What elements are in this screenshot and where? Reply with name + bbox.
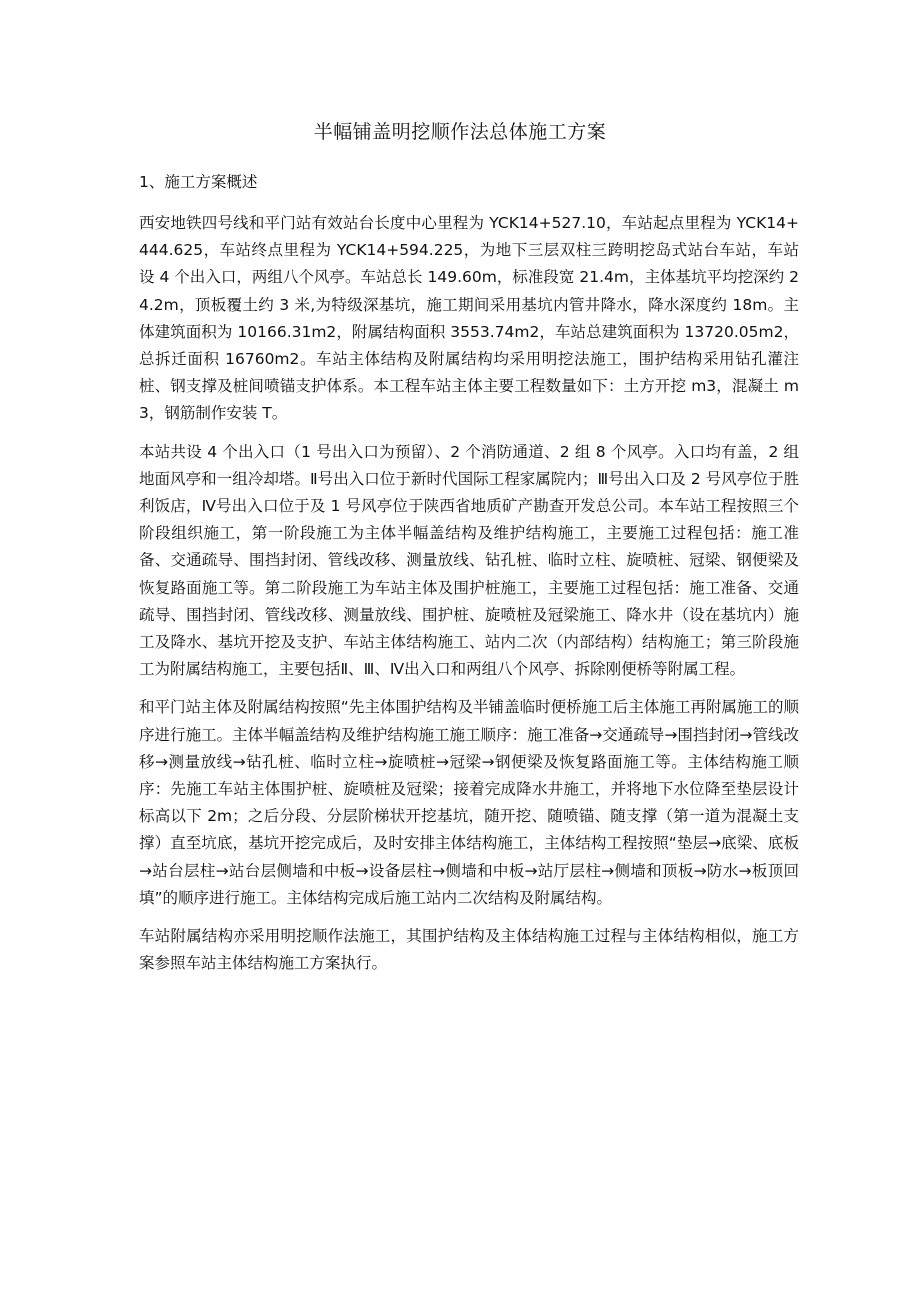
section-heading: 1、施工方案概述 [139,173,258,191]
body-text [139,210,799,988]
paragraph-2: 本站共设 4 个出入口（1 号出入口为预留）、2 个消防通道、2 组 8 个风亭。入口均有盖，2 组地面风亭和一组冷却塔。Ⅱ号出入口位于新时代国际工程家属院内；Ⅲ号出入口及 2 号风亭位于胜利饭店，Ⅳ号出入口位于及 1 号风亭位于陕西省地质矿产勘查开发总公司。本车站工程按照三个阶段组织施工，第一阶段施工为主体半幅盖结构及维护结构施工，主要施工过程包括：施工准备、交通疏导、围挡封闭、管线改移、测量放线、钻孔桩、临时立柱、旋喷桩、冠梁、钢便梁及恢复路面施工等。第二阶段施工为车站主体及围护桩施工，主要施工过程包括：施工准备、交通疏导、围挡封闭、管线改移、测量放线、围护桩、旋喷桩及冠梁施工、降水井（设在基坑内）施工及降水、基坑开挖及支护、车站主体结构施工、站内二次（内部结构）结构施工；第三阶段施工为附属结构施工，主要包括Ⅱ、Ⅲ、Ⅳ出入口和两组八个风亭、拆除刚便桥等附属工程。 [139,442,799,679]
paragraph-1: 西安地铁四号线和平门站有效站台长度中心里程为 YCK14+527.10，车站起点里程为 YCK14+444.625，车站终点里程为 YCK14+594.225，为地下三层双柱三跨明挖岛式站台车站，车站设 4 个出入口，两组八个风亭。车站总长 149.60m，标准段宽 21.4m，主体基坑平均挖深约 24.2m，顶板覆土约 3 米,为特级深基坑，施工期间采用基坑内管井降水，降水深度约 18m。主体建筑面积为 10166.31m2，附属结构面积 3553.74m2，车站总建筑面积为 13720.05m2，总拆迁面积 16760m2。车站主体结构及附属结构均采用明挖法施工，围护结构采用钻孔灌注桩、钢支撑及桩间喷锚支护体系。本工程车站主体主要工程数量如下：土方开挖 m3，混凝土 m3，钢筋制作安装 T。 [139,214,799,423]
paragraph-3: 和平门站主体及附属结构按照“先主体围护结构及半铺盖临时便桥施工后主体施工再附属施工的顺序进行施工。主体半幅盖结构及维护结构施工施工顺序：施工准备→交通疏导→围挡封闭→管线改移→测量放线→钻孔桩、临时立柱→旋喷桩→冠梁→钢便梁及恢复路面施工等。主体结构施工顺序：先施工车站主体围护桩、旋喷桩及冠梁；接着完成降水井施工，并将地下水位降至垫层设计标高以下 2m；之后分段、分层阶梯状开挖基坑，随开挖、随喷锚、随支撑（第一道为混凝土支撑）直至坑底，基坑开挖完成后，及时安排主体结构施工，主体结构工程按照“垫层→底梁、底板→站台层柱→站台层侧墙和中板→设备层柱→侧墙和中板→站厅层柱→侧墙和顶板→防水→板顶回填”的顺序进行施工。主体结构完成后施工站内二次结构及附属结构。 [139,698,799,907]
document-title: 半幅铺盖明挖顺作法总体施工方案 [313,121,607,143]
paragraph-4: 车站附属结构亦采用明挖顺作法施工，其围护结构及主体结构施工过程与主体结构相似，施工方案参照车站主体结构施工方案执行。 [139,927,799,973]
